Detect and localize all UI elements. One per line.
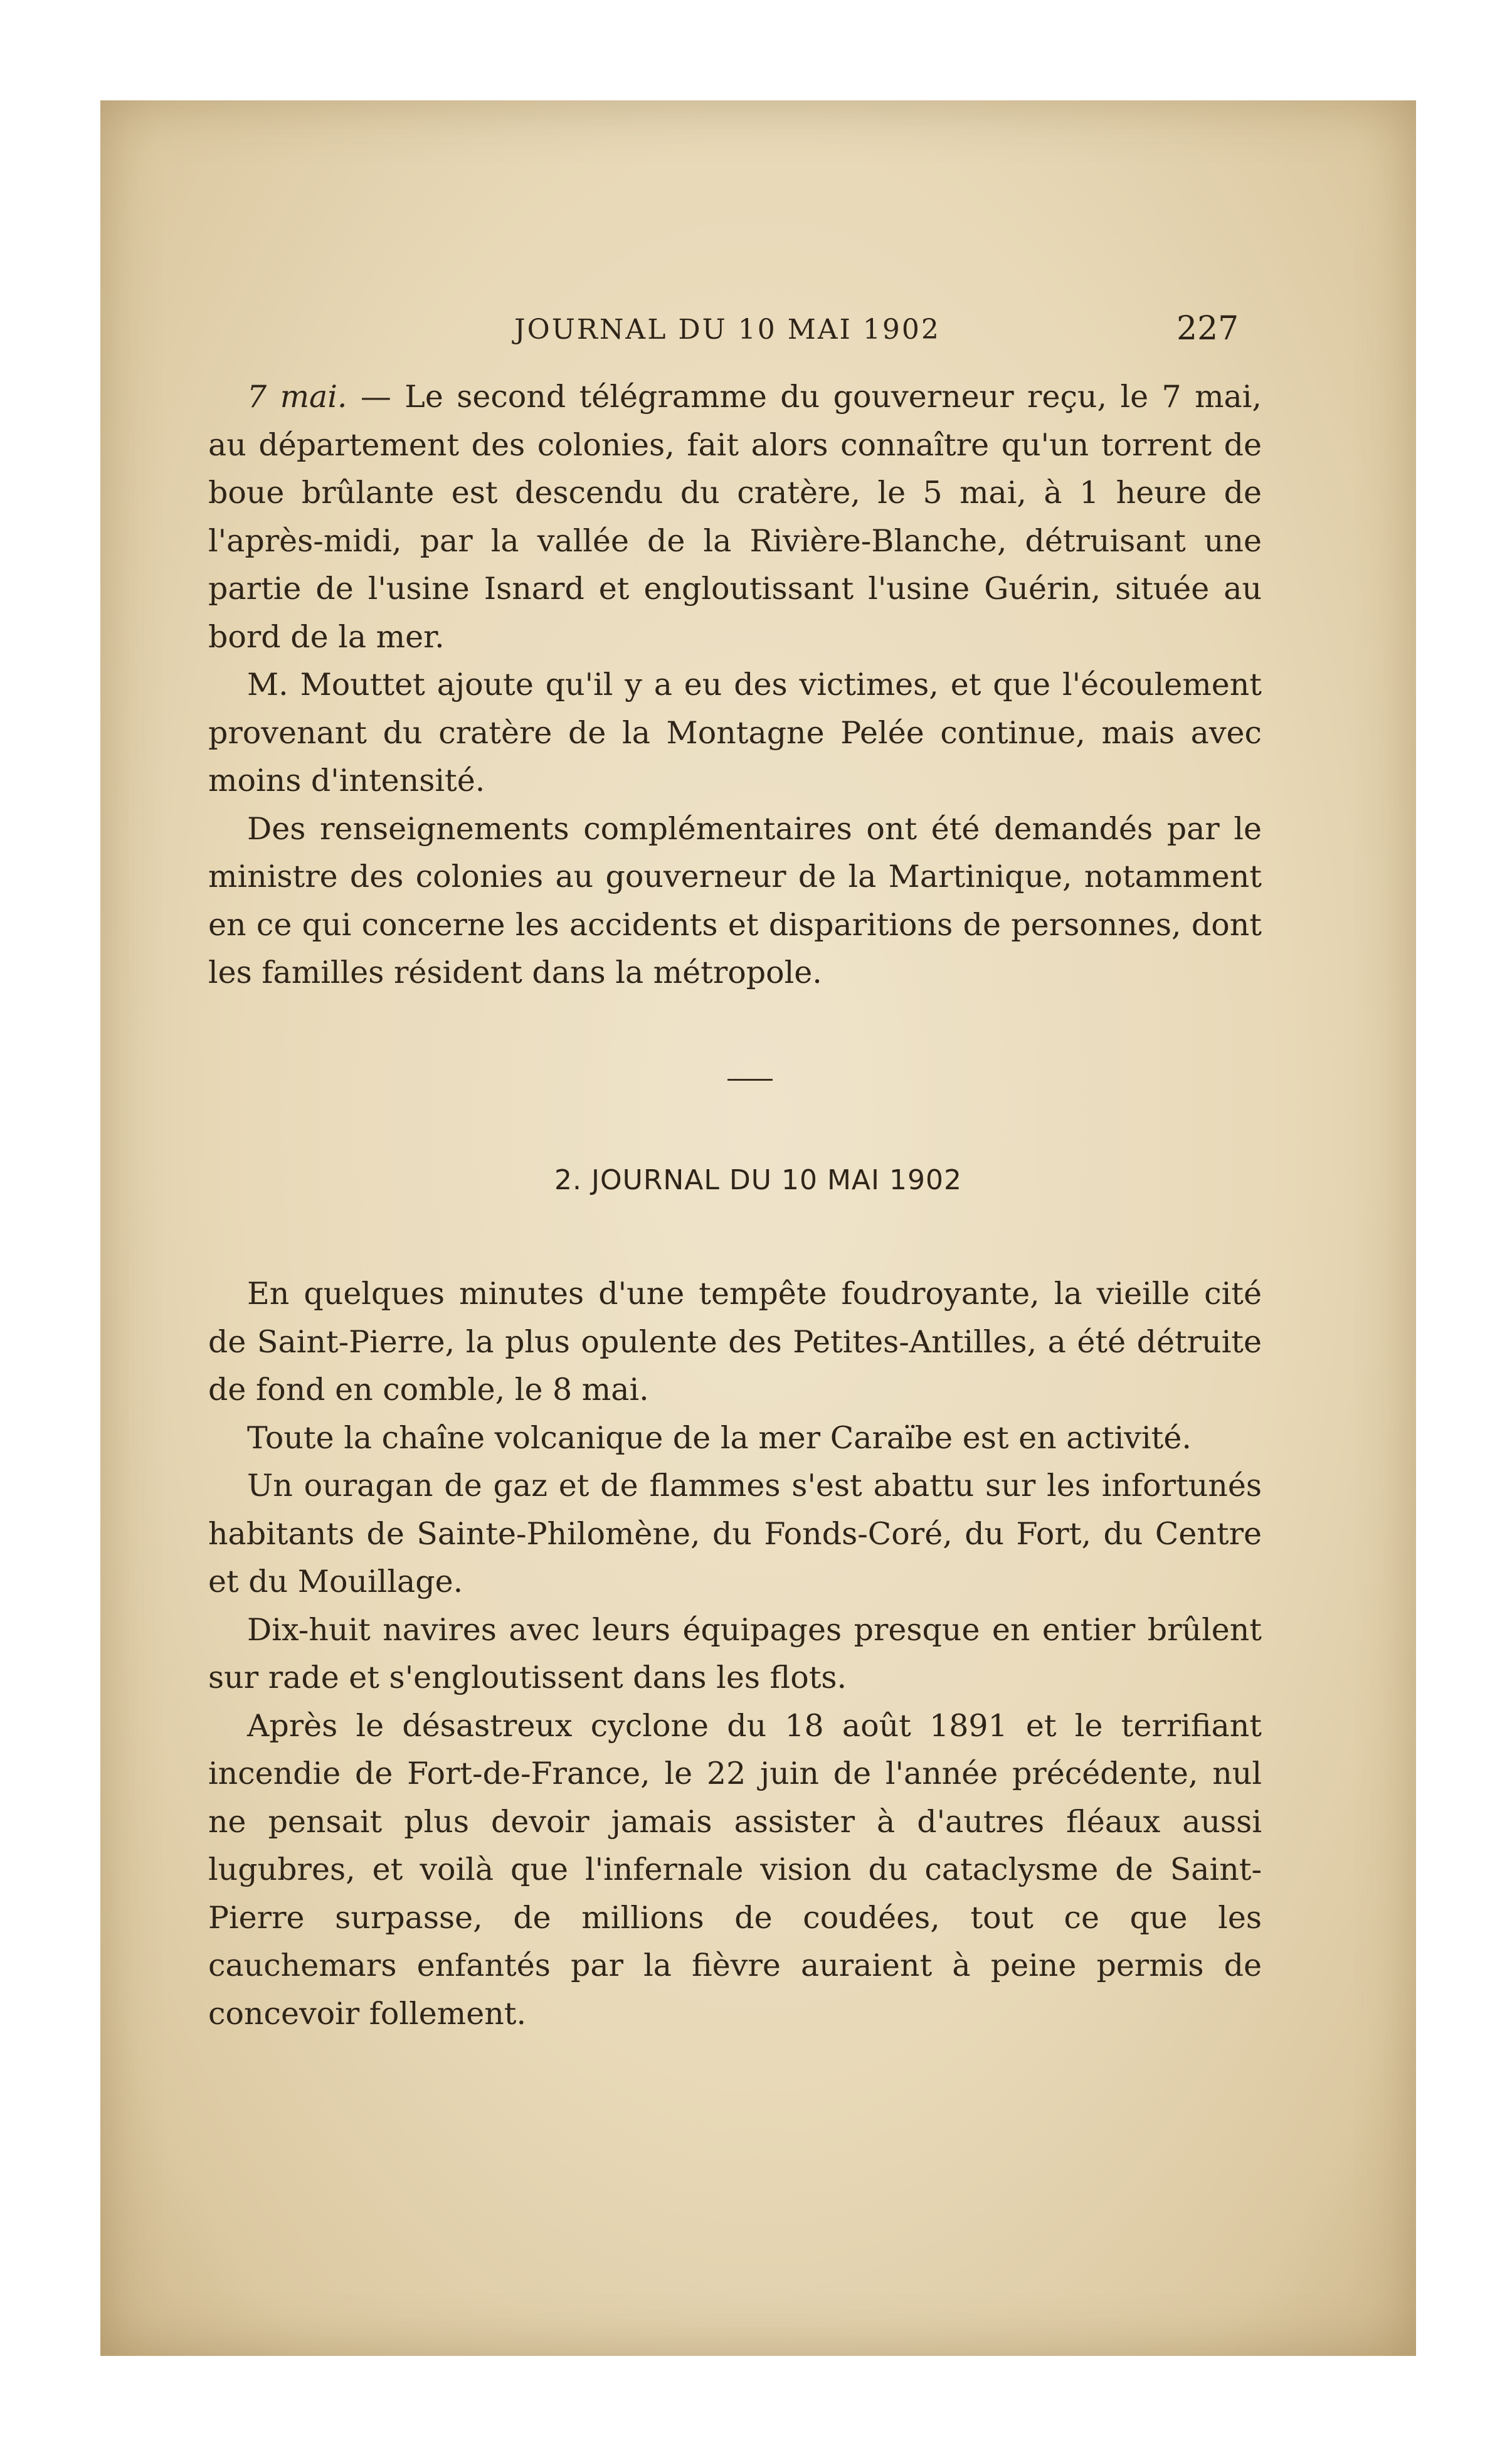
section-heading: 2. JOURNAL DU 10 MAI 1902 (554, 1164, 962, 1196)
page-number: 227 (1176, 310, 1239, 347)
date-lead: 7 mai. (247, 379, 347, 415)
paragraph: Toute la chaîne volcanique de la mer Caraïbe est en activité. (247, 1419, 1192, 1456)
book-page (100, 100, 1416, 2356)
paragraph-text: M. Mouttet ajoute qu'il y a eu des victimes, et que l'écoulement provenant du cratère de la Montagne Pelée continue, mais avec moins d'intensité. (208, 667, 1262, 798)
section-one-body (208, 373, 1262, 997)
paragraph (208, 805, 1262, 997)
paragraph-text: — Le second télégramme du gouverneur reçu, le 7 mai, au département des colonies, fait alors connaître qu'un torrent de boue brûlante est descendu du cratère, le 5 mai, à 1 heure de l'après-midi, par la vallée de la Rivière-Blanche, détruisant une partie de l'usine Isnard et engloutissant l'usine Guérin, située au bord de la mer. (208, 379, 1262, 655)
paragraph (208, 373, 1262, 661)
paragraph: Un ouragan de gaz et de flammes s'est abattu sur les infortunés habitants de Sainte-Philomène, du Fonds-Coré, du Fort, du Centre et du Mouillage. (208, 1468, 1262, 1599)
paragraph: Dix-huit navires avec leurs équipages presque en entier brûlent sur rade et s'engloutissent dans les flots. (208, 1611, 1262, 1695)
paragraph (208, 661, 1262, 805)
paragraph: Après le désastreux cyclone du 18 août 1891 et le terrifiant incendie de Fort-de-France, le 22 juin de l'année précédente, nul ne pensait plus devoir jamais assister à d'autres fléaux aussi lugubres, et voilà que l'infernale vision du cataclysme de Saint-Pierre surpasse, de millions de coudées, tout ce que les cauchemars enfantés par la fièvre auraient à peine permis de concevoir follement. (208, 1707, 1262, 2032)
running-head (100, 310, 1416, 358)
paragraph: En quelques minutes d'une tempête foudroyante, la vieille cité de Saint-Pierre, la plus opulente des Petites-Antilles, a été détruite de fond en comble, le 8 mai. (208, 1276, 1262, 1408)
running-title: JOURNAL DU 10 MAI 1902 (514, 314, 941, 346)
section-two-body (208, 1270, 1262, 2038)
section-divider (727, 1079, 773, 1081)
paragraph-text: Des renseignements complémentaires ont été demandés par le ministre des colonies au gouverneur de la Martinique, notamment en ce qui concerne les accidents et disparitions de personnes, dont les familles résident dans la métropole. (208, 810, 1262, 990)
